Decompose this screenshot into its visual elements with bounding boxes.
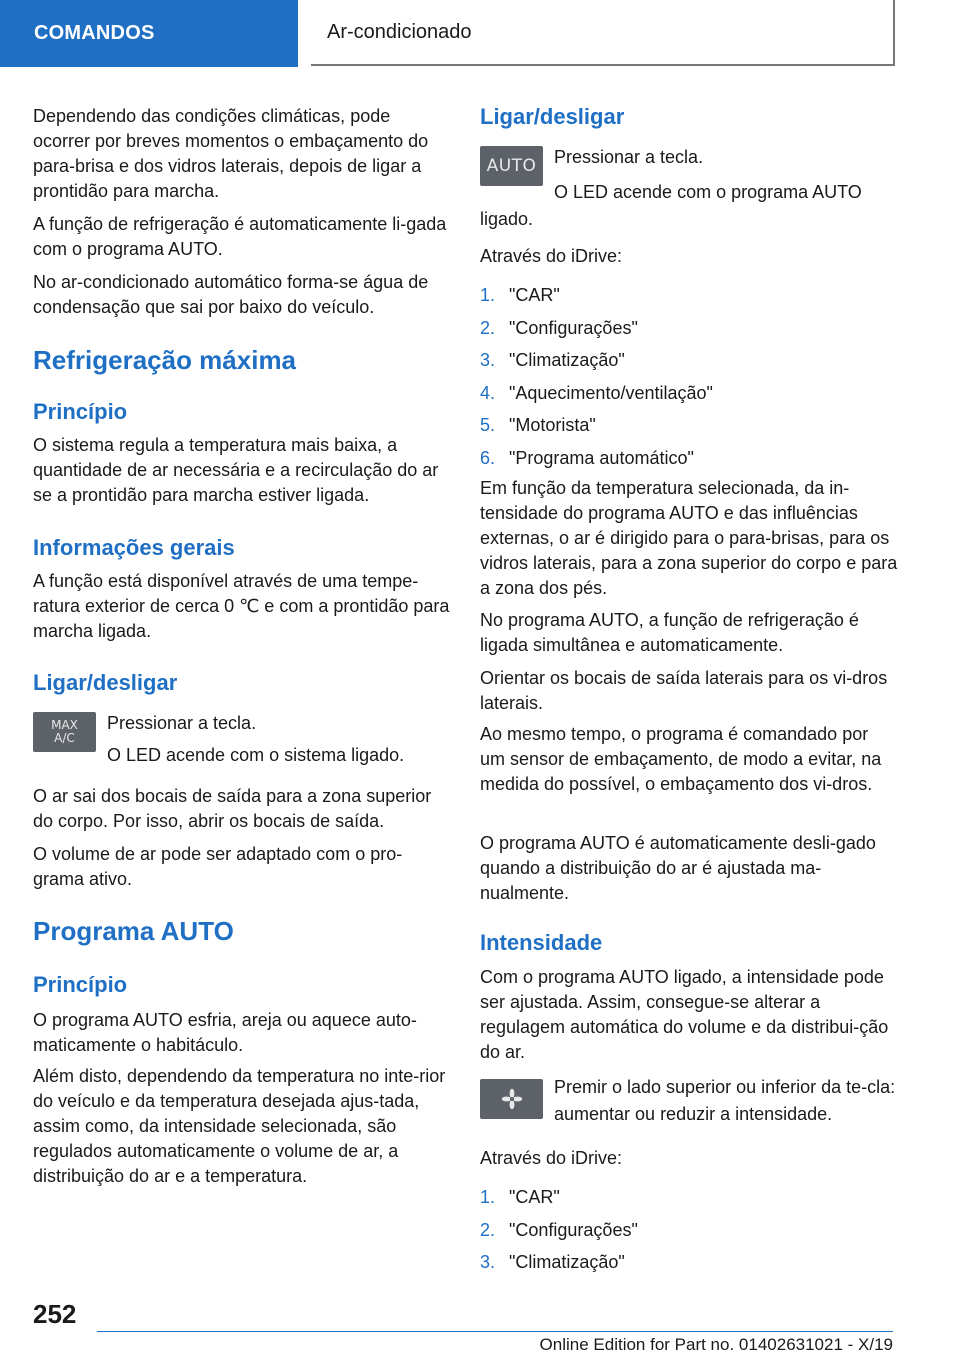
section-label: COMANDOS (34, 21, 155, 44)
fan-button-icon (480, 1079, 543, 1119)
heading-max-cooling: Refrigeração máxima (33, 345, 297, 375)
max-led-text: O LED acende com o sistema ligado. (107, 745, 405, 765)
auto-para-5: O programa AUTO é automaticamente desli-gado quando a distribuição do ar é ajustada ma-nualmente. (480, 833, 876, 903)
fan-button-row (480, 1074, 898, 1128)
page-number: 252 (33, 1299, 77, 1329)
list-item: 2. "Configurações" (480, 1219, 638, 1240)
idrive-steps-2 (480, 1181, 898, 1279)
intro-paragraph-2: A função de refrigeração é automaticamente li-gada com o programa AUTO. (33, 214, 447, 259)
chapter-title-text: Ar-condicionado (327, 20, 472, 43)
list-item: 3. "Climatização" (480, 350, 625, 370)
heading-onoff-left: Ligar/desligar (33, 670, 178, 695)
air-outlet-text: O ar sai dos bocais de saída para a zona superior do corpo. Por isso, abrir os bocais de saída. (33, 786, 432, 831)
heading-auto-program: Programa AUTO (33, 916, 234, 946)
air-volume-text: O volume de ar pode ser adaptado com o pro-grama ativo. (33, 844, 403, 889)
heading-principle-2: Princípio (33, 972, 128, 997)
list-item: 1. "CAR" (480, 1187, 560, 1207)
idrive-text-2: Através do iDrive: (480, 1148, 623, 1168)
max-ac-button-row (33, 707, 451, 771)
list-item: 4. "Aquecimento/ventilação" (480, 382, 713, 403)
principle-text-1: O sistema regula a temperatura mais baixa, a quantidade de ar necessária e a recirculação do ar se a prontidão para marcha estiver ligada. (33, 435, 439, 505)
chapter-title (311, 0, 895, 66)
auto-button-label: AUTO (486, 156, 537, 176)
max-ac-label-top: MAX (51, 718, 78, 732)
auto-para-4: Ao mesmo tempo, o programa é comandado por um sensor de embaçamento, de modo a evitar, na medida do possível, o embaçamento dos vi-dros. (480, 724, 882, 794)
fan-icon (501, 1088, 523, 1110)
list-item: 3. "Climatização" (480, 1252, 625, 1272)
list-item: 2. "Configurações" (480, 317, 638, 338)
auto-principle-text-2: Além disto, dependendo da temperatura no inte-rior do veículo e da temperatura desejada ajus-tada, assim como, da intensidade selecionada, são regulados automaticamente o volume de ar, a distribuição do ar e a temperatura. (33, 1066, 446, 1186)
auto-para-2: No programa AUTO, a função de refrigeração é ligada simultânea e automaticamente. (480, 610, 859, 655)
intro-paragraph-1: Dependendo das condições climáticas, pode ocorrer por breves momentos o embaçamento do para-brisa e dos vidros laterais, depois de ligar a prontidão para marcha. (33, 106, 429, 201)
heading-intensity: Intensidade (480, 930, 603, 955)
heading-principle-1: Princípio (33, 399, 128, 424)
footer-rule (97, 1331, 893, 1332)
general-info-text: A função está disponível através de uma tempe-ratura exterior de cerca 0 ℃ e com a prontidão para marcha ligada. (33, 571, 450, 641)
max-ac-button-icon (33, 712, 96, 752)
idrive-text-1: Através do iDrive: (480, 246, 623, 266)
intro-paragraph-3: No ar-condicionado automático forma-se água de condensação que sai por baixo do veículo. (33, 272, 429, 317)
heading-general-info: Informações gerais (33, 535, 235, 560)
list-item: 5. "Motorista" (480, 415, 596, 435)
auto-led-text: O LED acende com o programa AUTO ligado. (480, 182, 862, 229)
list-item: 6. "Programa automático" (480, 447, 694, 468)
auto-para-3: Orientar os bocais de saída laterais para os vi-dros laterais. (480, 668, 888, 713)
intensity-text: Com o programa AUTO ligado, a intensidade pode ser ajustada. Assim, consegue-se alterar a regulagem automática do volume e da distribui-ção do ar. (480, 967, 889, 1062)
header-rule (0, 66, 298, 67)
auto-press-text: Pressionar a tecla. (554, 147, 704, 167)
max-press-text: Pressionar a tecla. (107, 713, 257, 733)
auto-para-1: Em função da temperatura selecionada, da in-tensidade do programa AUTO e das influências externas, o ar é dirigido para o para-brisas, para os vidros laterais, para a zona superior do corpo e para a zona dos pés. (480, 478, 898, 598)
edition-footer: Online Edition for Part no. 01402631021 - X/19 (539, 1335, 893, 1354)
idrive-steps-1 (480, 279, 898, 474)
auto-principle-text-1: O programa AUTO esfria, areja ou aquece auto-maticamente o habitáculo. (33, 1010, 417, 1055)
max-ac-label-bottom: A/C (54, 731, 75, 745)
list-item: 1. "CAR" (480, 285, 560, 305)
heading-onoff-right: Ligar/desligar (480, 104, 625, 129)
section-tab (0, 0, 298, 66)
fan-intensity-text: Premir o lado superior ou inferior da te-cla: aumentar ou reduzir a intensidade. (554, 1077, 896, 1124)
